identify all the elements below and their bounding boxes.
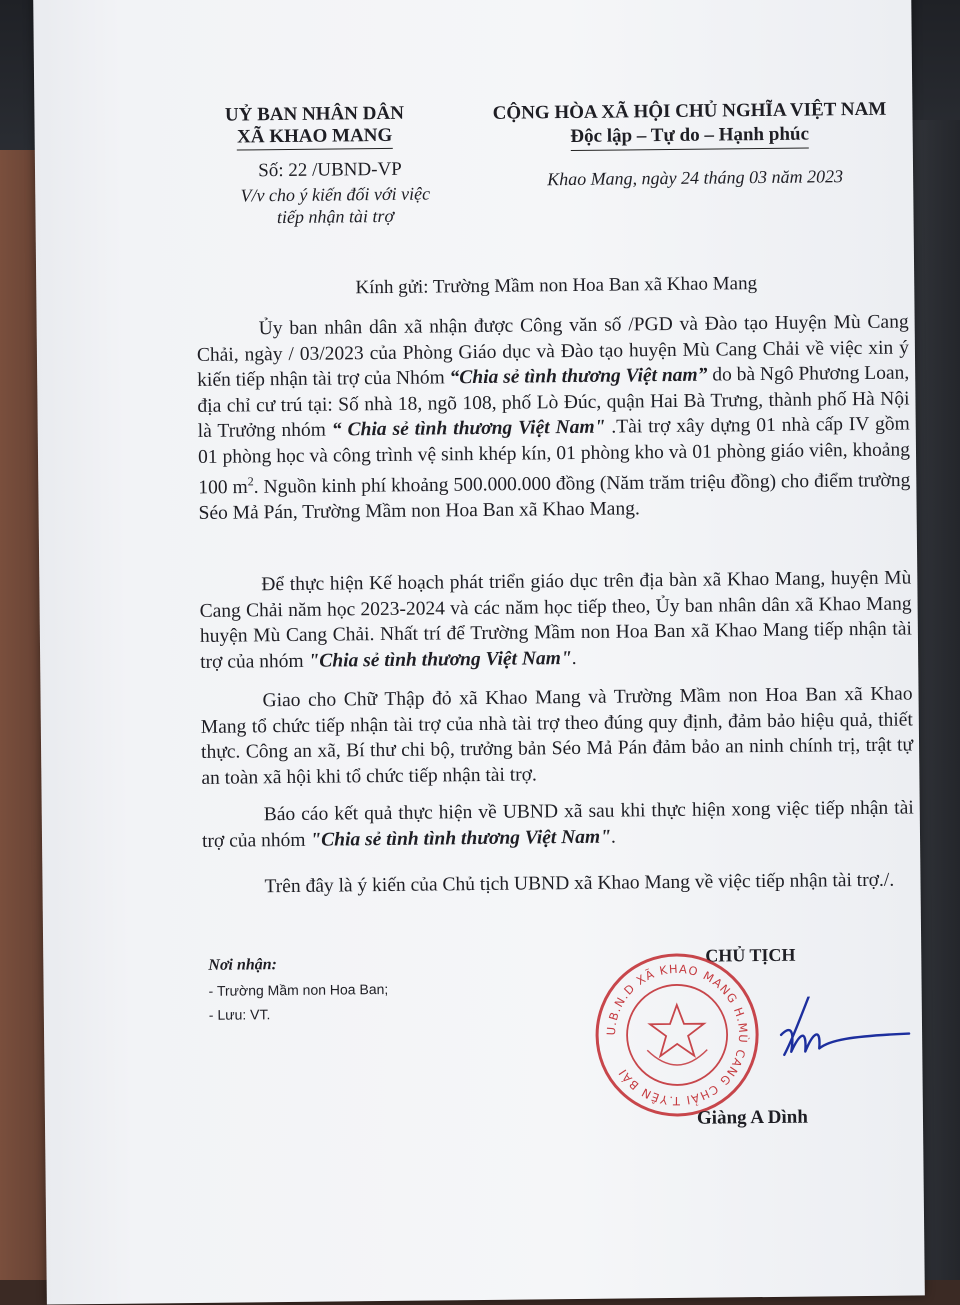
p2-text-c: . (571, 647, 577, 669)
org-line-2: XÃ KHAO MANG (237, 125, 392, 151)
recipient-line: Kính gửi: Trường Mầm non Hoa Ban xã Khao Mang (355, 273, 758, 299)
recipients-title: Nơi nhận: (208, 956, 278, 974)
nation-line-1: CỘNG HÒA XÃ HỘI CHỦ NGHĨA VIỆT NAM (492, 98, 887, 124)
body-paragraph-1 (197, 309, 911, 526)
p1-group-name-2: “ Chia sẻ tình thương Việt Nam" (331, 416, 606, 441)
org-line-1: UỶ BAN NHÂN DÂN (224, 102, 404, 126)
body-paragraph-3: Giao cho Chữ Thập đỏ xã Khao Mang và Trường Mầm non Hoa Ban xã Khao Mang tổ chức tiếp nhận tài trợ của nhà tài trợ theo đúng quy định, đảm bảo hiệu quả, thiết thực. Công an xã, Bí thư chi bộ, trưởng bản Séo Mả Pán đảm bảo an ninh chính trị, trật tự an toàn xã hội khi tổ chức tiếp nhận tài trợ. (200, 683, 914, 789)
p4-text-a: Báo cáo kết quả thực hiện về UBND xã sau khi thực hiện xong việc tiếp nhận tài trợ của nhóm (201, 797, 914, 852)
p4-text-c: . (610, 826, 616, 848)
recipient-item-2: - Lưu: VT. (208, 1006, 271, 1023)
document-subject (215, 182, 455, 229)
official-seal-stamp (591, 949, 763, 1121)
signer-title: CHỦ TỊCH (705, 944, 796, 966)
subject-line-2: tiếp nhận tài trợ (276, 205, 395, 228)
national-motto (459, 97, 919, 152)
handwritten-signature (769, 995, 920, 1067)
p1-text-c: do bà Ngô Phương Loan, địa chỉ cư trú tại: Số nhà 18, ngõ 108, phố Lò Đúc, quận Hai Bà Trưng, thành phố Hà Nội là Trưởng nhóm (197, 362, 910, 442)
document-number: Số: 22 /UBND-VP (258, 158, 402, 182)
p1-superscript: 2 (247, 474, 254, 489)
signer-name: Giàng A Dình (696, 1106, 808, 1129)
p1-text-a: Ủy ban nhân dân xã nhận được Công văn số /PGD và Đào tạo Huyện Mù Cang Chải, ngày / 03/2023 của Phòng Giáo dục và Đào tạo huyện Mù Cang Chải về việc xin ý kiến tiếp nhận tài trợ của Nhóm (196, 311, 910, 391)
recipient-item-1: - Trường Mầm non Hoa Ban; (208, 980, 389, 999)
p1-text-e: .Tài trợ xây dựng 01 nhà cấp IV gồm 01 phòng học và công trình vệ sinh khép kín, 01 phòng kho và 01 phòng giáo viên, khoảng 100 m (197, 413, 911, 499)
subject-line-1: V/v cho ý kiến đối với việc (240, 183, 431, 206)
nation-line-2: Độc lập – Tự do – Hạnh phúc (570, 123, 809, 151)
svg-text:U.B.N.D XÃ KHAO MANG H.MÙ CANG: U.B.N.D XÃ KHAO MANG H.MÙ CANG CHẢI T.YÊN BÁI (603, 961, 751, 1108)
place-and-date: Khao Mang, ngày 24 tháng 03 năm 2023 (547, 166, 844, 190)
p2-text-a: Để thực hiện Kế hoạch phát triển giáo dục trên địa bàn xã Khao Mang, huyện Mù Cang Chải năm học 2023-2024 và các năm học tiếp theo, Ủy ban nhân dân xã Khao Mang huyện Mù Cang Chải. Nhất trí để Trường Mầm non Hoa Ban xã Khao Mang tiếp nhận tài trợ của nhóm (199, 567, 912, 673)
p1-text-f: . Nguồn kinh phí khoảng 500.000.000 đồng (Năm trăm triệu đồng) cho điểm trường Séo Mả Pán, Trường Mầm non Hoa Ban xã Khao Mang. (198, 469, 911, 524)
body-paragraph-4 (202, 795, 914, 853)
p4-group-name: "Chia sẻ tình tình thương Việt Nam" (310, 826, 612, 851)
document-page (33, 0, 925, 1305)
body-paragraph-2 (199, 565, 912, 674)
body-paragraph-5: Trên đây là ý kiến của Chủ tịch UBND xã Khao Mang về việc tiếp nhận tài trợ./. (264, 869, 895, 898)
issuing-organization (194, 102, 434, 151)
p2-group-name: "Chia sẻ tình thương Việt Nam" (308, 647, 572, 672)
p1-group-name-1: “Chia sẻ tình thương Việt nam” (449, 364, 708, 389)
